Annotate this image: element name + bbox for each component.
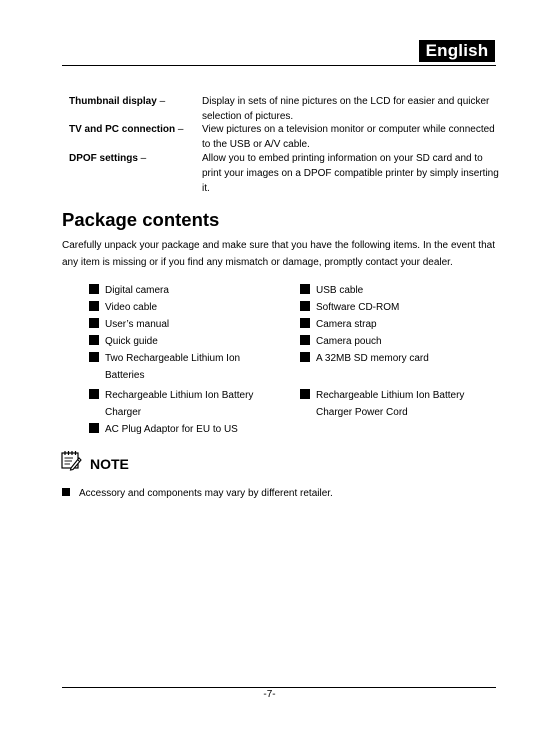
square-bullet-icon <box>62 488 70 496</box>
page-number: -7- <box>263 689 276 700</box>
note-pad-icon <box>60 449 82 471</box>
package-intro-paragraph: Carefully unpack your package and make sure that you have the following items. In the event that any item is missing or if you find any mismatch or damage, promptly contact your dealer. <box>62 240 495 268</box>
square-bullet-icon <box>89 389 99 399</box>
square-bullet-icon <box>300 301 310 311</box>
feature-dash: – <box>175 124 184 135</box>
square-bullet-icon <box>300 335 310 345</box>
square-bullet-icon <box>300 389 310 399</box>
feature-term: TV and PC connection <box>69 124 176 135</box>
square-bullet-icon <box>89 423 99 433</box>
header-rule <box>62 65 496 66</box>
note-title: NOTE <box>90 456 129 472</box>
square-bullet-icon <box>300 284 310 294</box>
feature-term: Thumbnail display <box>69 96 157 107</box>
square-bullet-icon <box>89 352 99 362</box>
feature-term: DPOF settings <box>69 153 138 164</box>
square-bullet-icon <box>89 335 99 345</box>
section-title-package-contents: Package contents <box>62 209 220 230</box>
footer-rule <box>62 687 496 688</box>
square-bullet-icon <box>89 318 99 328</box>
feature-description: Allow you to embed printing information on your SD card and to print your images on a DPOF compatible printer by simply inserting it. <box>202 153 499 194</box>
feature-dash: – <box>137 153 147 164</box>
language-badge: English <box>419 40 495 62</box>
feature-description: Display in sets of nine pictures on the LCD for easier and quicker selection of pictures. <box>202 96 490 122</box>
feature-description: View pictures on a television monitor or computer while connected to the USB or A/V cable. <box>202 124 495 150</box>
square-bullet-icon <box>300 318 310 328</box>
feature-dash: – <box>156 96 166 107</box>
square-bullet-icon <box>89 301 99 311</box>
square-bullet-icon <box>89 284 99 294</box>
square-bullet-icon <box>300 352 310 362</box>
